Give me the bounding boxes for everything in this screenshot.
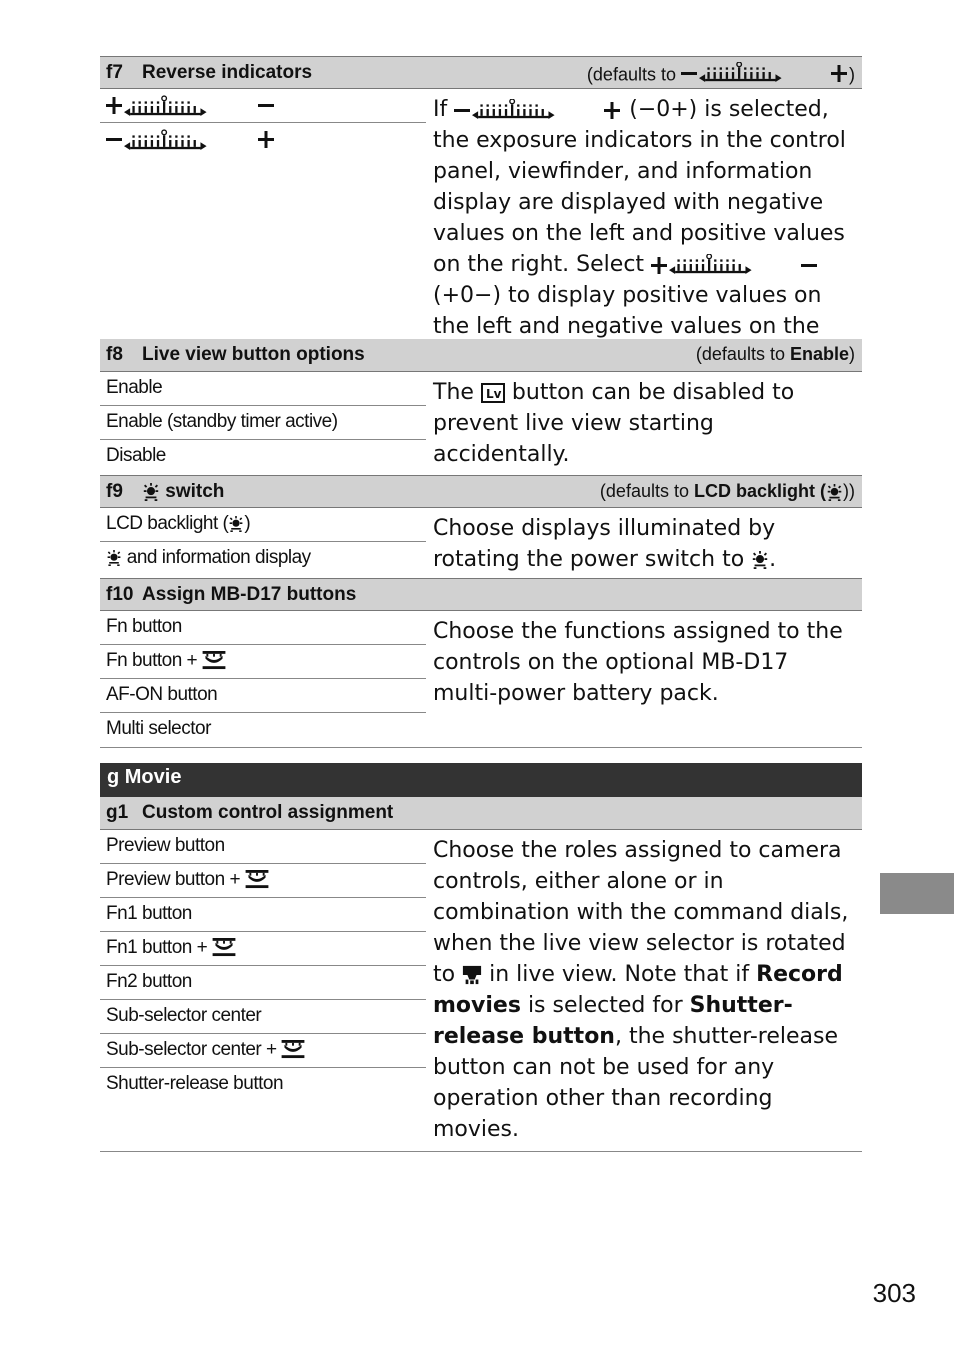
chapter-tab: [880, 873, 954, 914]
exposure-scale-icon: [454, 99, 622, 121]
g1-section: [100, 797, 862, 1152]
f7-code: f7: [106, 62, 123, 83]
backlight-icon: [106, 550, 122, 566]
f9-section: [100, 475, 862, 576]
f8-section: [100, 339, 862, 474]
f9-title: switch: [142, 481, 224, 503]
exposure-scale-icon: [651, 254, 819, 276]
lv-icon: [481, 383, 505, 403]
backlight-icon: [228, 516, 244, 532]
g1-option: Preview button: [100, 830, 426, 864]
f10-code: f10: [106, 584, 134, 605]
command-dial-icon: [212, 938, 236, 957]
g1-option: Shutter-release button: [106, 1073, 284, 1094]
command-dial-icon: [202, 651, 226, 670]
f10-header: [100, 578, 862, 611]
g1-option: Fn1 button: [100, 898, 426, 932]
f9-code: f9: [106, 481, 123, 502]
g1-option: Sub-selector center +: [100, 1034, 426, 1068]
g1-header: [100, 797, 862, 830]
f8-option: Enable: [100, 372, 426, 406]
f8-title: Live view button options: [142, 344, 365, 365]
f9-default: (defaults to LCD backlight ( )): [599, 481, 855, 501]
f10-option: Fn button +: [100, 645, 426, 679]
movie-camera-icon: [462, 965, 482, 985]
page-number: 303: [872, 1278, 916, 1308]
command-dial-icon: [281, 1040, 305, 1059]
f10-option: Fn button: [100, 611, 426, 645]
f8-code: f8: [106, 344, 123, 365]
f10-section: [100, 578, 862, 748]
f8-option: Enable (standby timer active): [100, 406, 426, 440]
f9-option: LCD backlight ( ): [100, 508, 426, 542]
f7-option-plus-minus: [100, 89, 426, 123]
g1-title: Custom control assignment: [142, 802, 394, 823]
backlight-icon: [142, 483, 160, 501]
f8-option: Disable: [106, 445, 166, 466]
g1-option: Fn1 button +: [100, 932, 426, 966]
f7-description: If (−0+) is selected, the exposure indicators in the control panel, viewfinder, and information display are displayed with negative values on the left and positive values on the right. Select (+0−) to display positive values on the left and negative values on the: [433, 97, 846, 339]
g1-option: Sub-selector center: [100, 1000, 426, 1034]
f9-header: [100, 475, 862, 508]
f8-default: (defaults to Enable): [695, 344, 855, 364]
f10-option: AF-ON button: [100, 679, 426, 713]
f9-description: Choose displays illuminated by rotating the power switch to .: [433, 516, 777, 572]
backlight-icon: [826, 484, 843, 501]
f9-option: and information display: [100, 542, 426, 576]
f8-header: [100, 339, 862, 372]
f7-option-minus-plus: [100, 123, 426, 157]
f7-default: (defaults to ): [587, 62, 855, 89]
exposure-scale-icon: [106, 128, 281, 154]
g1-description: Choose the roles assigned to camera controls, either alone or in combination with the command dials, when the live view selector is rotated to in live view. Note that if Record movies is selected for Shutter-release button, the shutter-release button can not be used for any operation other than recording movies.: [433, 838, 849, 1142]
command-dial-icon: [245, 870, 269, 889]
f7-title: Reverse indicators: [142, 62, 313, 83]
f10-option: Multi selector: [106, 718, 211, 739]
exposure-scale-icon: [681, 62, 849, 89]
g1-option: Preview button +: [100, 864, 426, 898]
g1-code: g1: [106, 802, 129, 823]
f7-section: [100, 56, 862, 341]
f8-description: The button can be disabled to prevent live view starting accidentally.: [433, 380, 795, 467]
section-header-movie: g Movie: [100, 763, 862, 797]
exposure-scale-icon: [106, 94, 281, 120]
f10-title: Assign MB-D17 buttons: [142, 584, 357, 605]
backlight-icon: [751, 551, 769, 569]
f7-header: [100, 56, 862, 89]
f10-description: Choose the functions assigned to the controls on the optional MB-D17 multi-power battery pack.: [433, 619, 843, 706]
g1-option: Fn2 button: [100, 966, 426, 1000]
